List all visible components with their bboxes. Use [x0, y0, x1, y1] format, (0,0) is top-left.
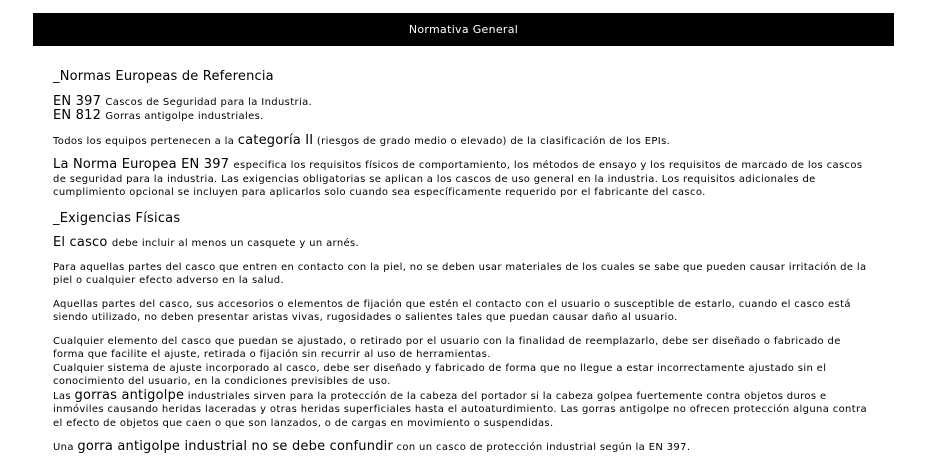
body-text: Para aquellas partes del casco que entren en contacto con la piel, no se deben usar materiales de los cuales se sabe que pueden causar irritación de la piel o cualquier efecto adverso en la salud.	[53, 261, 867, 286]
emphasis-text: _Normas Europeas de Referencia	[53, 69, 274, 84]
title-bar	[33, 13, 894, 46]
body-text: Una	[53, 442, 78, 453]
body-text: Aquellas partes del casco, sus accesorios o elementos de fijación que estén el contacto con el usuario o susceptible de estarlo, cuando el casco está siendo utilizado, no deben presentar aristas vivas, rugosidades o salientes tales que puedan causar daño al usuario.	[53, 298, 851, 323]
body-text: Cascos de Seguridad para la Industria.	[105, 96, 313, 108]
paragraph	[53, 158, 868, 200]
body-text: industriales sirven para la protección de la cabeza del portador si la cabeza golpea fuertemente contra objetos duros e inmóviles causando heridas laceradas y otras heridas superficiales hasta el autoaturdimiento. Las gorras antigolpe no ofrecen protección alguna contra el efecto de objetos que caen o que son lanzados, o de cargas en movimiento o suspendidas.	[53, 390, 867, 429]
paragraph	[53, 109, 868, 124]
emphasis-text: El casco	[53, 235, 112, 250]
emphasis-text: _Exigencias Físicas	[53, 210, 181, 226]
emphasis-text: La Norma Europea EN 397	[53, 157, 234, 172]
body-text: con un casco de protección industrial según la EN 397.	[393, 442, 691, 453]
paragraph	[53, 134, 868, 149]
paragraph	[53, 95, 868, 110]
body-text: Gorras antigolpe industriales.	[105, 111, 264, 122]
paragraph	[53, 236, 868, 251]
paragraph	[53, 261, 868, 288]
body-text: Todos los equipos pertenecen a la	[53, 135, 238, 147]
body-text: Cualquier sistema de ajuste incorporado al casco, debe ser diseñado y fabricado de forma que no llegue a estar incorrectamente ajustado sin el conocimiento del usuario, en la condiciones previsibles de uso.	[53, 362, 827, 387]
emphasis-text: gorras antigolpe	[74, 387, 185, 403]
paragraph	[53, 335, 868, 362]
paragraph	[53, 440, 868, 455]
document-body	[53, 46, 868, 455]
emphasis-text: gorra antigolpe industrial no se debe confundir	[77, 439, 393, 454]
paragraph	[53, 389, 868, 431]
title-bar-text: Normativa General	[408, 23, 519, 36]
emphasis-text: categoría II	[237, 132, 314, 148]
body-text: Cualquier elemento del casco que puedan se ajustado, o retirado por el usuario con la finalidad de reemplazarlo, debe ser diseñado o fabricado de forma que facilite el ajuste, retirada o fijación sin recurrir al uso de herramientas.	[53, 335, 841, 360]
paragraph	[53, 298, 868, 325]
body-text: Las	[53, 390, 75, 402]
body-text: (riesgos de grado medio o elevado) de la clasificación de los EPIs.	[313, 135, 671, 147]
emphasis-text: EN 397	[53, 93, 106, 109]
body-text: especifica los requisitos físicos de comportamiento, los métodos de ensayo y los requisitos de marcado de los cascos de seguridad para la industria. Las exigencias obligatorias se aplican a los cascos de uso general en la industria. Los requisitos adicionales de cumplimiento opcional se incluyen para aplicarlos solo cuando sea específicamente requerido por el fabricante del casco.	[53, 160, 863, 198]
paragraph	[53, 362, 868, 389]
section-heading	[53, 212, 868, 227]
emphasis-text: EN 812	[53, 108, 106, 123]
body-text: debe incluir al menos un casquete y un arnés.	[111, 238, 360, 249]
section-heading	[53, 70, 868, 85]
